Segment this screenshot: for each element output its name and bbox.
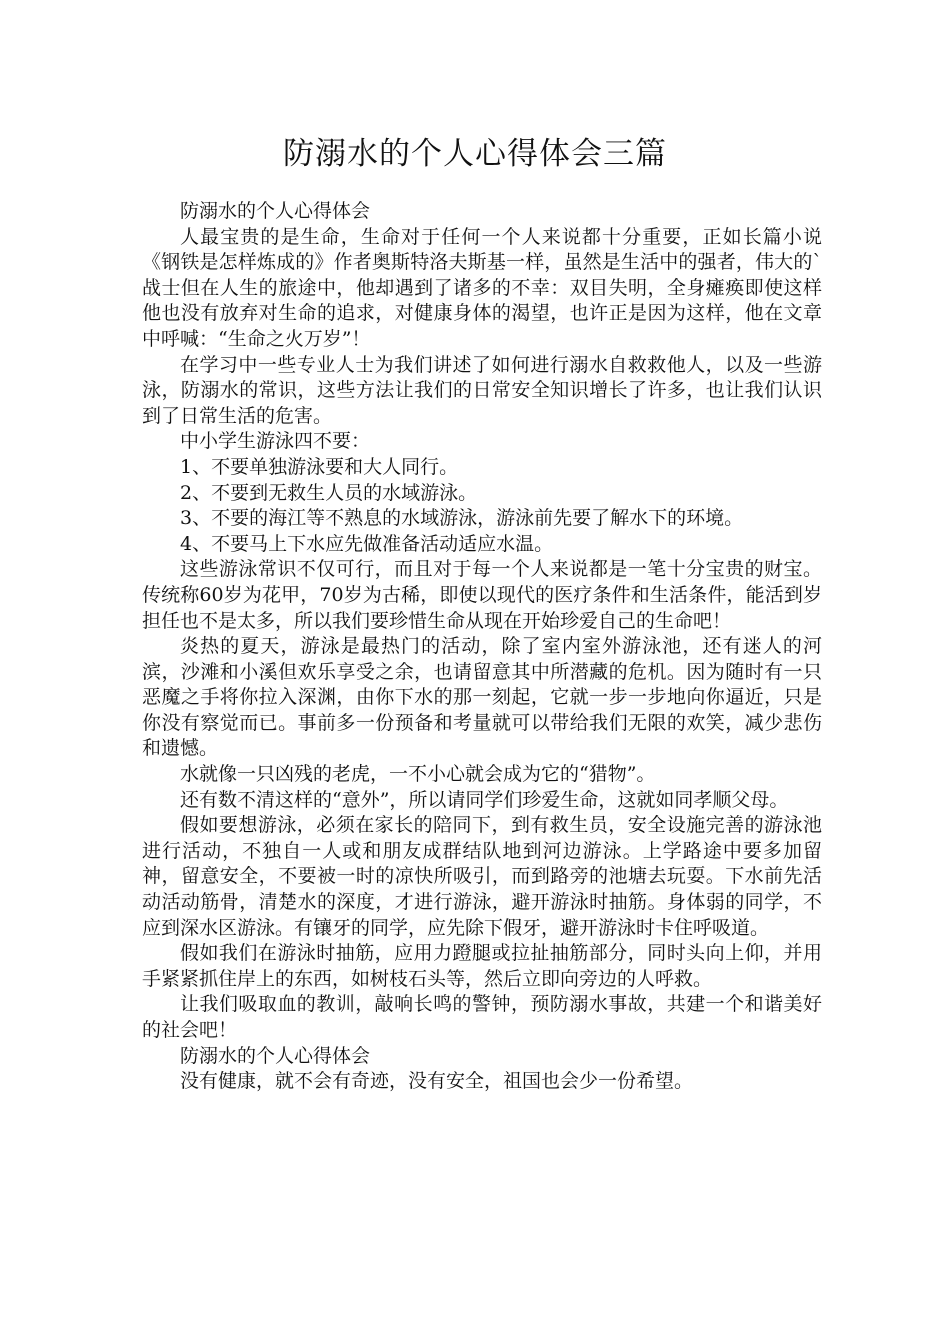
list-item: 4、不要马上下水应先做准备活动适应水温。: [180, 532, 554, 555]
paragraph: 假如要想游泳，必须在家长的陪同下，到有救生员，安全设施完善的游泳池进行活动，不独自一人或和朋友成群结队地到河边游泳。上学路途中要多加留神，留意安全，不要被一时的凉快所吸引，而到路旁的池塘去玩耍。下水前先活动活动筋骨，清楚水的深度，才进行游泳，避开游泳时抽筋。身体弱的同学，不应到深水区游泳。有镶牙的同学，应先除下假牙，避开游泳时卡住呼吸道。: [142, 814, 822, 939]
paragraph: 假如我们在游泳时抽筋，应用力蹬腿或拉扯抽筋部分，同时头向上仰，并用手紧紧抓住岸上的东西，如树枝石头等，然后立即向旁边的人呼救。: [142, 942, 822, 990]
list-item: 2、不要到无救生人员的水域游泳。: [180, 481, 478, 504]
section-heading: 防溺水的个人心得体会: [180, 1044, 371, 1067]
paragraph: 在学习中一些专业人士为我们讲述了如何进行溺水自救救他人，以及一些游泳，防溺水的常识，这些方法让我们的日常安全知识增长了许多，也让我们认识到了日常生活的危害。: [142, 353, 822, 427]
paragraph: 水就像一只凶残的老虎，一不小心就会成为它的“猎物”。: [180, 763, 656, 786]
paragraph: 还有数不清这样的“意外”，所以请同学们珍爱生命，这就如同孝顺父母。: [180, 788, 789, 811]
paragraph: 没有健康，就不会有奇迹，没有安全，祖国也会少一份希望。: [180, 1070, 694, 1093]
document-title: 防溺水的个人心得体会三篇: [283, 136, 667, 172]
list-item: 3、不要的海江等不熟息的水域游泳，游泳前先要了解水下的环境。: [180, 507, 744, 530]
paragraph: 这些游泳常识不仅可行，而且对于每一个人来说都是一笔十分宝贵的财宝。传统称60岁为花甲，70岁为古稀，即使以现代的医疗条件和生活条件，能活到岁担任也不是太多，所以我们要珍惜生命从现在开始珍爱自己的生命吧！: [142, 558, 822, 632]
list-item: 1、不要单独游泳要和大人同行。: [180, 455, 459, 478]
document-body: [142, 199, 822, 1095]
section-heading: 防溺水的个人心得体会: [180, 200, 371, 222]
paragraph: 人最宝贵的是生命，生命对于任何一个人来说都十分重要，正如长篇小说《钢铁是怎样炼成的》作者奥斯特洛夫斯基一样，虽然是生活中的强者，伟大的`战士但在人生的旅途中，他却遇到了诸多的不幸：双目失明，全身瘫痪即使这样他也没有放弃对生命的追求，对健康身体的渴望，也许正是因为这样，他在文章中呼喊：“生命之火万岁”！: [142, 225, 822, 350]
paragraph: 炎热的夏天，游泳是最热门的活动，除了室内室外游泳池，还有迷人的河滨，沙滩和小溪但欢乐享受之余，也请留意其中所潜藏的危机。因为随时有一只恶魔之手将你拉入深渊，由你下水的那一刻起，它就一步一步地向你逼近，只是你没有察觉而已。事前多一份预备和考量就可以带给我们无限的欢笑，减少悲伤和遗憾。: [142, 635, 822, 760]
list-heading: 中小学生游泳四不要：: [180, 430, 371, 453]
paragraph: 让我们吸取血的教训，敲响长鸣的警钟，预防溺水事故，共建一个和谐美好的社会吧！: [142, 993, 822, 1041]
